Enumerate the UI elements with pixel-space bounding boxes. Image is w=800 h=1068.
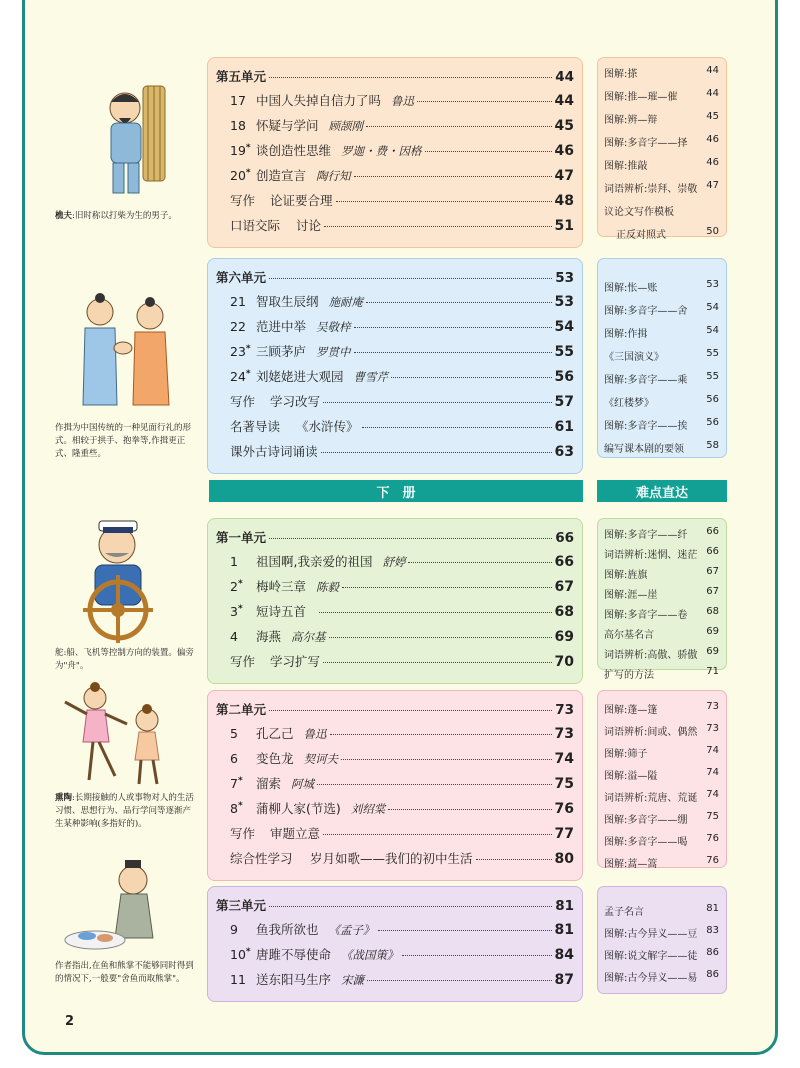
toc-entry[interactable]: 名著导读 《水浒传》 61 <box>230 419 574 435</box>
dancers-picture <box>55 680 195 790</box>
side-box <box>597 518 727 681</box>
unit-title: 第六单元 <box>216 270 267 285</box>
side-box <box>597 886 727 994</box>
side-entry[interactable]: 图解:旌旗 67 <box>604 566 719 581</box>
toc-entry[interactable]: 6 变色龙 契诃夫 74 <box>230 751 574 767</box>
side-entry[interactable]: 《红楼梦》 56 <box>604 394 719 409</box>
toc-entry[interactable]: 10* 唐雎不辱使命 《战国策》 84 <box>230 946 574 963</box>
side-entry[interactable]: 图解:推—璀—催 44 <box>604 88 719 103</box>
side-box <box>597 57 727 241</box>
bowing-picture <box>55 290 195 420</box>
unit-heading[interactable] <box>216 67 574 85</box>
toc-entry[interactable]: 5 孔乙己 鲁迅 73 <box>230 726 574 742</box>
unit-block <box>207 690 583 881</box>
side-entry[interactable]: 图解:多音字——择 46 <box>604 134 719 149</box>
toc-entry[interactable]: 18 怀疑与学问 顾颉刚 45 <box>230 118 574 134</box>
side-entry[interactable]: 图解:多音字——挨 56 <box>604 417 719 432</box>
side-entry[interactable]: 图解:多音字——舍 54 <box>604 302 719 317</box>
unit-heading[interactable] <box>216 268 574 286</box>
toc-entry[interactable]: 11 送东阳马生序 宋濂 87 <box>230 972 574 988</box>
unit-heading[interactable] <box>216 528 574 546</box>
unit-block <box>207 886 583 1002</box>
unit-heading[interactable] <box>216 896 574 914</box>
unit-title: 第二单元 <box>216 702 267 717</box>
side-entry[interactable]: 图解:涯—崖 67 <box>604 586 719 601</box>
side-entry[interactable]: 词语辨析:迷惘、迷茫 66 <box>604 546 719 561</box>
unit-page: 73 <box>555 702 574 718</box>
woodcutter-picture <box>55 78 195 208</box>
toc-entry[interactable]: 写作 学习改写 57 <box>230 394 574 410</box>
side-entry[interactable]: 图解:多音字——乘 55 <box>604 371 719 386</box>
side-box <box>597 690 727 868</box>
side-entry[interactable]: 词语辨析:高傲、骄傲 69 <box>604 646 719 661</box>
side-entry[interactable]: 图解:古今异义——易 86 <box>604 969 719 984</box>
key-points-banner: 难点直达 <box>597 480 727 502</box>
illustration-bowing <box>55 290 195 461</box>
toc-entry[interactable]: 23* 三顾茅庐 罗贯中 55 <box>230 343 574 360</box>
side-entry[interactable]: 图解:搽 44 <box>604 65 719 80</box>
side-entry[interactable]: 编写课本剧的要领 58 <box>604 440 719 455</box>
unit-heading[interactable] <box>216 700 574 718</box>
toc-entry[interactable]: 写作 学习扩写 70 <box>230 654 574 670</box>
side-entry[interactable]: 图解:多音字——绷 75 <box>604 811 719 826</box>
side-entry[interactable]: 正反对照式 50 <box>616 226 719 241</box>
illustration-dancers <box>55 680 195 831</box>
toc-entry[interactable]: 1 祖国啊,我亲爱的祖国 舒婷 66 <box>230 554 574 570</box>
unit-page: 66 <box>555 530 574 546</box>
toc-entry[interactable]: 21 智取生辰纲 施耐庵 53 <box>230 294 574 310</box>
side-entry[interactable]: 议论文写作模板 <box>604 207 674 218</box>
side-entry[interactable]: 孟子名言 81 <box>604 903 719 918</box>
toc-entry[interactable]: 口语交际 讨论 51 <box>230 218 574 234</box>
side-entry[interactable]: 图解:作揖 54 <box>604 325 719 340</box>
side-entry[interactable]: 图解:溢—隘 74 <box>604 767 719 782</box>
toc-entry[interactable]: 综合性学习 岁月如歌——我们的初中生活 80 <box>230 851 574 867</box>
unit-block <box>207 57 583 248</box>
side-entry[interactable]: 图解:筛子 74 <box>604 745 719 760</box>
toc-entry[interactable]: 24* 刘姥姥进大观园 曹雪芹 56 <box>230 368 574 385</box>
page-number: 2 <box>65 1014 75 1029</box>
unit-title: 第五单元 <box>216 69 267 84</box>
toc-entry[interactable]: 22 范进中举 吴敬梓 54 <box>230 319 574 335</box>
illustration-caption: 舵:船、飞机等控制方向的装置。偏旁为"舟"。 <box>55 648 194 671</box>
side-entry[interactable]: 图解:推敲 46 <box>604 157 719 172</box>
toc-entry[interactable]: 3* 短诗五首 68 <box>230 603 574 620</box>
toc-entry[interactable]: 17 中国人失掉自信力了吗 鲁迅 44 <box>230 93 574 109</box>
unit-block <box>207 258 583 474</box>
side-box <box>597 258 727 458</box>
side-entry[interactable]: 图解:说文解字——徒 86 <box>604 947 719 962</box>
unit-title: 第一单元 <box>216 530 267 545</box>
toc-entry[interactable]: 19* 谈创造性思维 罗迦・费・因格 46 <box>230 142 574 159</box>
unit-page: 53 <box>555 270 574 286</box>
illustration-woodcutter <box>55 78 195 223</box>
side-entry[interactable]: 图解:古今异义——豆 83 <box>604 925 719 940</box>
illustration-caption: 樵夫:旧时称以打柴为生的男子。 <box>55 211 177 221</box>
illustration-caption: 作揖为中国传统的一种见面行礼的形式。相较于拱手、抱拳等,作揖更正式、隆重些。 <box>55 423 192 459</box>
side-entry[interactable]: 图解:辨—辩 45 <box>604 111 719 126</box>
side-entry[interactable]: 图解:多音字——卷 68 <box>604 606 719 621</box>
side-entry[interactable]: 图解:怅—账 53 <box>604 279 719 294</box>
unit-block <box>207 518 583 684</box>
unit-page: 81 <box>555 898 574 914</box>
side-entry[interactable]: 图解:蓬—篷 73 <box>604 701 719 716</box>
toc-entry[interactable]: 20* 创造宣言 陶行知 47 <box>230 167 574 184</box>
side-entry[interactable]: 词语辨析:荒唐、荒诞 74 <box>604 789 719 804</box>
side-entry[interactable]: 词语辨析:间或、偶然 73 <box>604 723 719 738</box>
toc-entry[interactable]: 课外古诗词诵读 63 <box>230 444 574 460</box>
unit-title: 第三单元 <box>216 898 267 913</box>
illustration-scholar <box>55 858 195 986</box>
side-entry[interactable]: 图解:多音字——纤 66 <box>604 526 719 541</box>
toc-entry[interactable]: 9 鱼我所欲也 《孟子》 81 <box>230 922 574 938</box>
scholar-picture <box>55 858 195 958</box>
toc-entry[interactable]: 8* 蒲柳人家(节选) 刘绍棠 76 <box>230 800 574 817</box>
toc-entry[interactable]: 7* 溜索 阿城 75 <box>230 775 574 792</box>
side-entry[interactable]: 图解:多音字——喝 76 <box>604 833 719 848</box>
volume-banner: 下 册 <box>209 480 583 502</box>
toc-entry[interactable]: 写作 审题立意 77 <box>230 826 574 842</box>
helmsman-picture <box>55 515 195 645</box>
toc-entry[interactable]: 2* 梅岭三章 陈毅 67 <box>230 578 574 595</box>
unit-page: 44 <box>555 69 574 85</box>
illustration-helmsman <box>55 515 195 673</box>
toc-entry[interactable]: 写作 论证要合理 48 <box>230 193 574 209</box>
side-entry[interactable]: 图解:蒿—篙 76 <box>604 855 719 870</box>
illustration-caption: 熏陶:长期接触的人或事物对人的生活习惯、思想行为、品行学问等逐渐产生某种影响(多指好的)。 <box>55 793 194 829</box>
toc-entry[interactable]: 4 海燕 高尔基 69 <box>230 629 574 645</box>
illustration-caption: 作者指出,在鱼和熊掌不能够同时得到的情况下,一般要"舍鱼而取熊掌"。 <box>55 961 194 984</box>
side-entry[interactable]: 词语辨析:崇拜、崇敬 47 <box>604 180 719 195</box>
side-entry[interactable]: 《三国演义》 55 <box>604 348 719 363</box>
side-entry[interactable]: 高尔基名言 69 <box>604 626 719 641</box>
side-entry[interactable]: 扩写的方法 71 <box>604 666 719 681</box>
